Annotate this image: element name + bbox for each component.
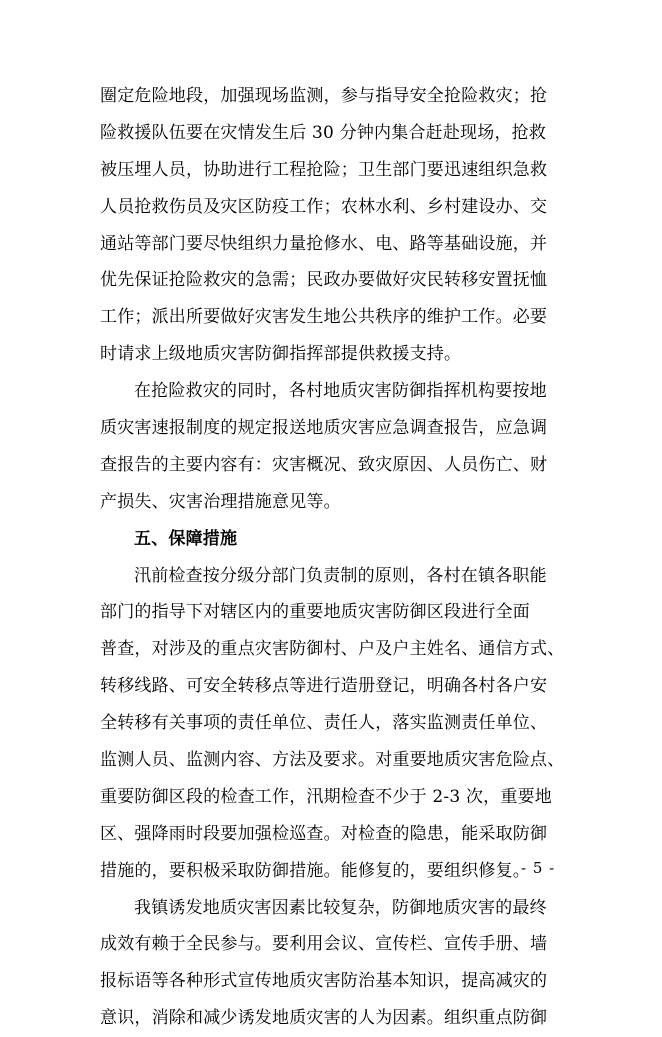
section-heading: 五、保障措施 xyxy=(134,528,238,549)
text-line: 重要防御区段的检查工作，汛期检查不少于 2-3 次，重要地 xyxy=(100,786,552,807)
text-line: 措施的，要积极采取防御措施。能修复的，要组织修复。 xyxy=(100,860,530,881)
text-line: 部门的指导下对辖区内的重要地质灾害防御区段进行全面 xyxy=(100,602,530,623)
text-line: 工作；派出所要做好灾害发生地公共秩序的维护工作。必要 xyxy=(100,307,548,328)
text-line: 监测人员、监测内容、方法及要求。对重要地质灾害危险点、 xyxy=(100,750,565,771)
text-line: 成效有赖于全民参与。要利用会议、宣传栏、宣传手册、墙 xyxy=(100,934,548,955)
page-number: - 5 - xyxy=(521,859,556,877)
text-line: 转移线路、可安全转移点等进行造册登记，明确各村各户安 xyxy=(100,676,548,697)
text-line: 被压埋人员，协助进行工程抢险；卫生部门要迅速组织急救 xyxy=(100,159,548,180)
body-text xyxy=(100,78,570,1037)
text-line: 查报告的主要内容有：灾害概况、致灾原因、人员伤亡、财 xyxy=(100,454,548,475)
text-line: 通站等部门要尽快组织力量抢修水、电、路等基础设施，并 xyxy=(100,233,548,254)
text-line: 产损失、灾害治理措施意见等。 xyxy=(100,491,341,512)
text-line: 区、强降雨时段要加强检巡查。对检查的隐患，能采取防御 xyxy=(100,823,548,844)
text-line: 汛前检查按分级分部门负责制的原则，各村在镇各职能 xyxy=(134,565,547,586)
text-line: 时请求上级地质灾害防御指挥部提供救援支持。 xyxy=(100,344,462,365)
text-line: 意识，消除和减少诱发地质灾害的人为因素。组织重点防御 xyxy=(100,1008,548,1029)
text-line: 险救援队伍要在灾情发生后 30 分钟内集合赶赴现场，抢救 xyxy=(100,122,547,143)
text-line: 圈定危险地段，加强现场监测，参与指导安全抢险救灾；抢 xyxy=(100,86,548,106)
text-line: 我镇诱发地质灾害因素比较复杂，防御地质灾害的最终 xyxy=(134,897,547,918)
text-line: 普查，对涉及的重点灾害防御村、户及户主姓名、通信方式、 xyxy=(100,639,565,660)
text-line: 报标语等各种形式宣传地质灾害防治基本知识，提高减灾的 xyxy=(100,971,548,992)
text-line: 全转移有关事项的责任单位、责任人，落实监测责任单位、 xyxy=(100,713,548,734)
text-line: 优先保证抢险救灾的急需；民政办要做好灾民转移安置抚恤 xyxy=(100,270,548,291)
text-line: 质灾害速报制度的规定报送地质灾害应急调查报告，应急调 xyxy=(100,418,548,439)
text-line: 人员抢救伤员及灾区防疫工作；农林水利、乡村建设办、交 xyxy=(100,196,548,217)
text-line: 在抢险救灾的同时，各村地质灾害防御指挥机构要按地 xyxy=(134,381,547,402)
